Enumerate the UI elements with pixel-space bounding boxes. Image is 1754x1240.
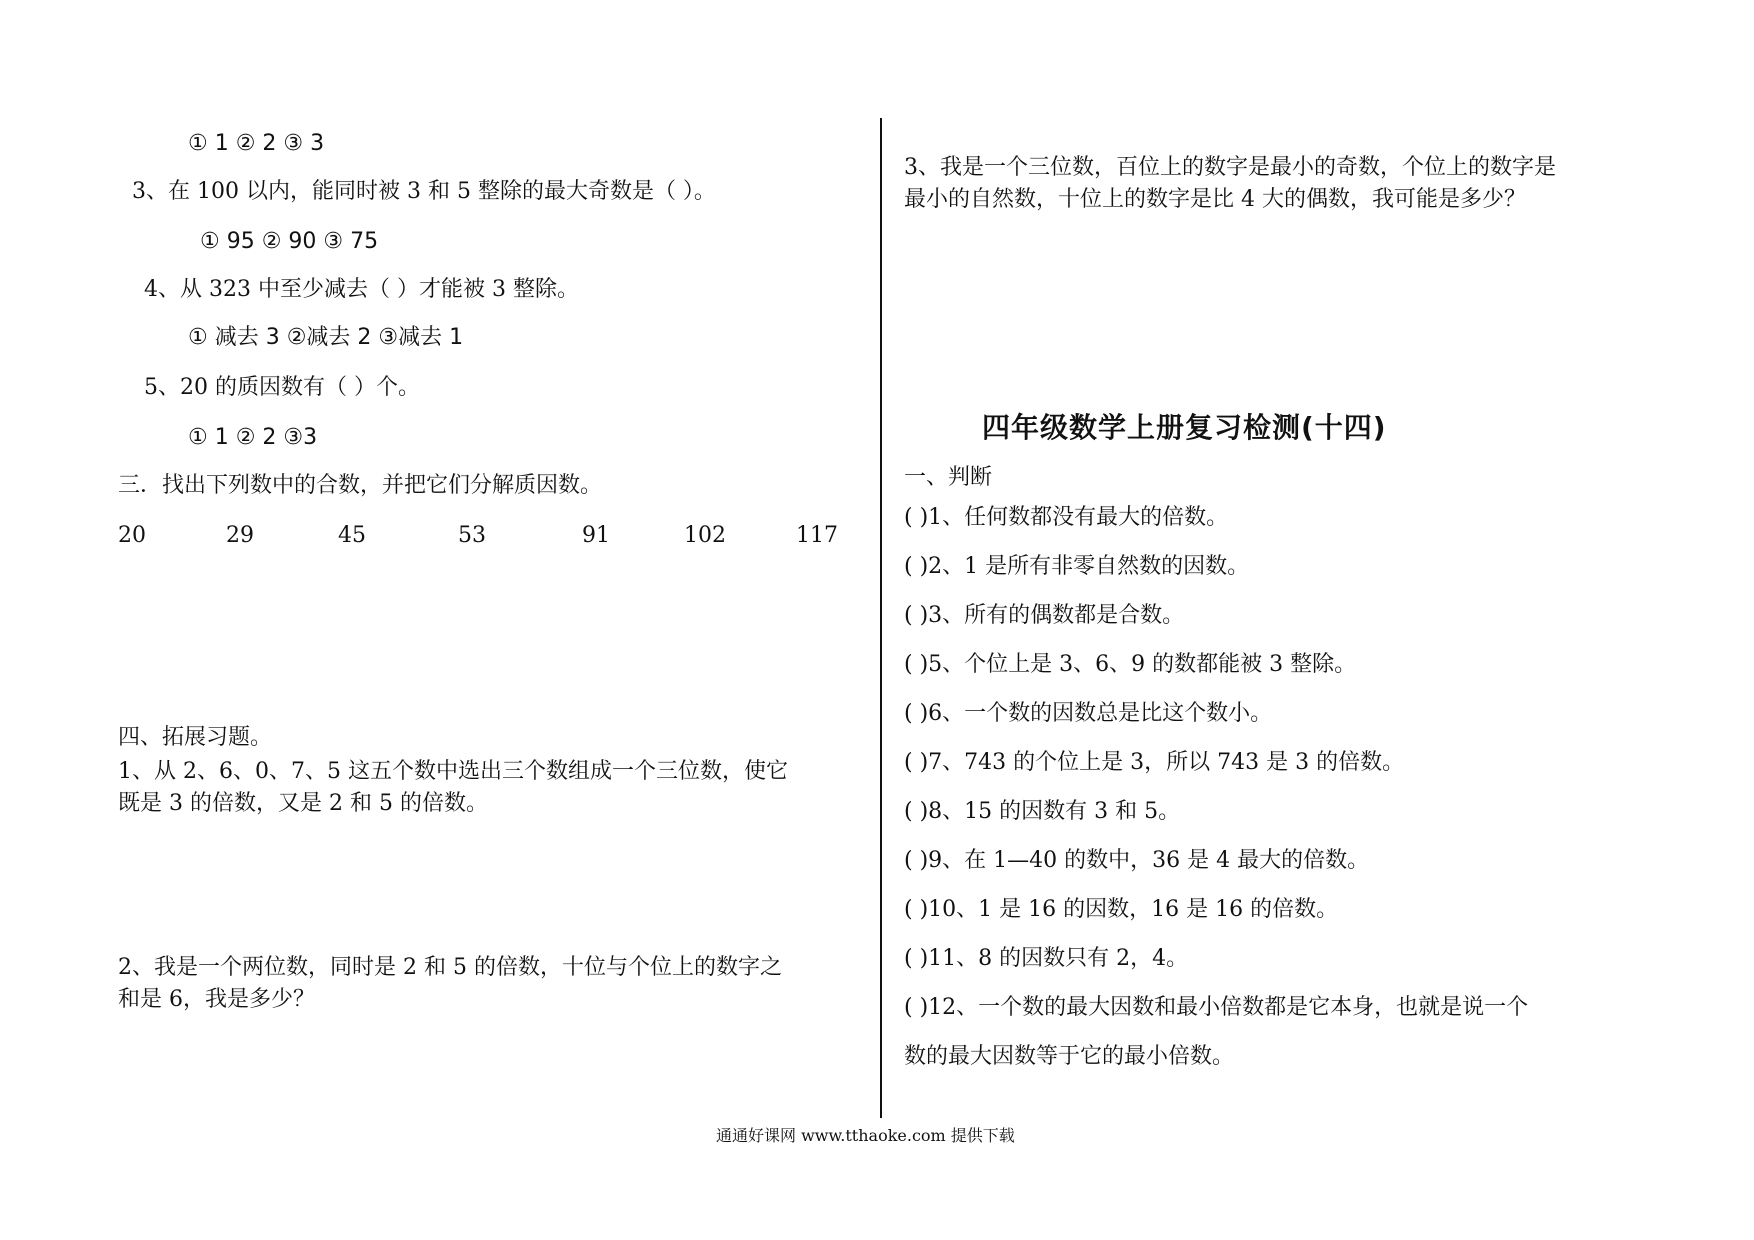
section3-number: 53 <box>458 523 486 548</box>
q5-text: 5、20 的质因数有（ ）个。 <box>144 375 420 400</box>
section3-number: 29 <box>226 523 254 548</box>
page-title: 四年级数学上册复习检测(十四) <box>982 411 1387 444</box>
section3-number: 20 <box>118 523 146 548</box>
judge-item: ( )1、任何数都没有最大的倍数。 <box>904 505 1229 530</box>
judge-item: ( )12、一个数的最大因数和最小倍数都是它本身，也就是说一个 <box>904 995 1529 1020</box>
s4-q3-line2: 最小的自然数，十位上的数字是比 4 大的偶数，我可能是多少？ <box>904 187 1526 212</box>
q4-options: ① 减去 3 ②减去 2 ③减去 1 <box>188 325 464 350</box>
section3-number: 45 <box>338 523 366 548</box>
section3-number: 117 <box>796 523 838 548</box>
footer-credit: 通通好课网 www.tthaoke.com 提供下载 <box>716 1126 1015 1145</box>
judge-heading: 一、判断 <box>904 465 993 490</box>
judge-item: ( )10、1 是 16 的因数，16 是 16 的倍数。 <box>904 897 1339 922</box>
judge-item: ( )5、个位上是 3、6、9 的数都能被 3 整除。 <box>904 652 1357 677</box>
judge-item: ( )7、743 的个位上是 3，所以 743 是 3 的倍数。 <box>904 750 1405 775</box>
s4-q2-line2: 和是 6，我是多少？ <box>118 987 315 1012</box>
q2-options: ① 1 ② 2 ③ 3 <box>188 131 325 156</box>
q3-text: 3、在 100 以内，能同时被 3 和 5 整除的最大奇数是（ ）。 <box>132 179 716 204</box>
judge-item: ( )8、15 的因数有 3 和 5。 <box>904 799 1181 824</box>
judge-item: ( )2、1 是所有非零自然数的因数。 <box>904 554 1250 579</box>
s4-q1-line1: 1、从 2、6、0、7、5 这五个数中选出三个数组成一个三位数，使它 <box>118 759 788 784</box>
judge-continuation: 数的最大因数等于它的最小倍数。 <box>904 1044 1235 1069</box>
section4-heading: 四、拓展习题。 <box>118 725 273 750</box>
section3-number: 102 <box>684 523 726 548</box>
section3-heading: 三．找出下列数中的合数，并把它们分解质因数。 <box>118 473 603 498</box>
q4-text: 4、从 323 中至少减去（ ）才能被 3 整除。 <box>144 277 579 302</box>
s4-q3-line1: 3、我是一个三位数，百位上的数字是最小的奇数，个位上的数字是 <box>904 155 1556 180</box>
q5-options: ① 1 ② 2 ③3 <box>188 425 318 450</box>
judge-item: ( )11、8 的因数只有 2，4。 <box>904 946 1189 971</box>
judge-item: ( )6、一个数的因数总是比这个数小。 <box>904 701 1273 726</box>
section3-number: 91 <box>582 523 610 548</box>
q3-options: ① 95 ② 90 ③ 75 <box>200 229 379 254</box>
column-divider <box>880 118 882 1118</box>
judge-item: ( )9、在 1—40 的数中，36 是 4 最大的倍数。 <box>904 848 1370 873</box>
s4-q2-line1: 2、我是一个两位数，同时是 2 和 5 的倍数，十位与个位上的数字之 <box>118 955 782 980</box>
judge-item: ( )3、所有的偶数都是合数。 <box>904 603 1185 628</box>
s4-q1-line2: 既是 3 的倍数，又是 2 和 5 的倍数。 <box>118 791 488 816</box>
